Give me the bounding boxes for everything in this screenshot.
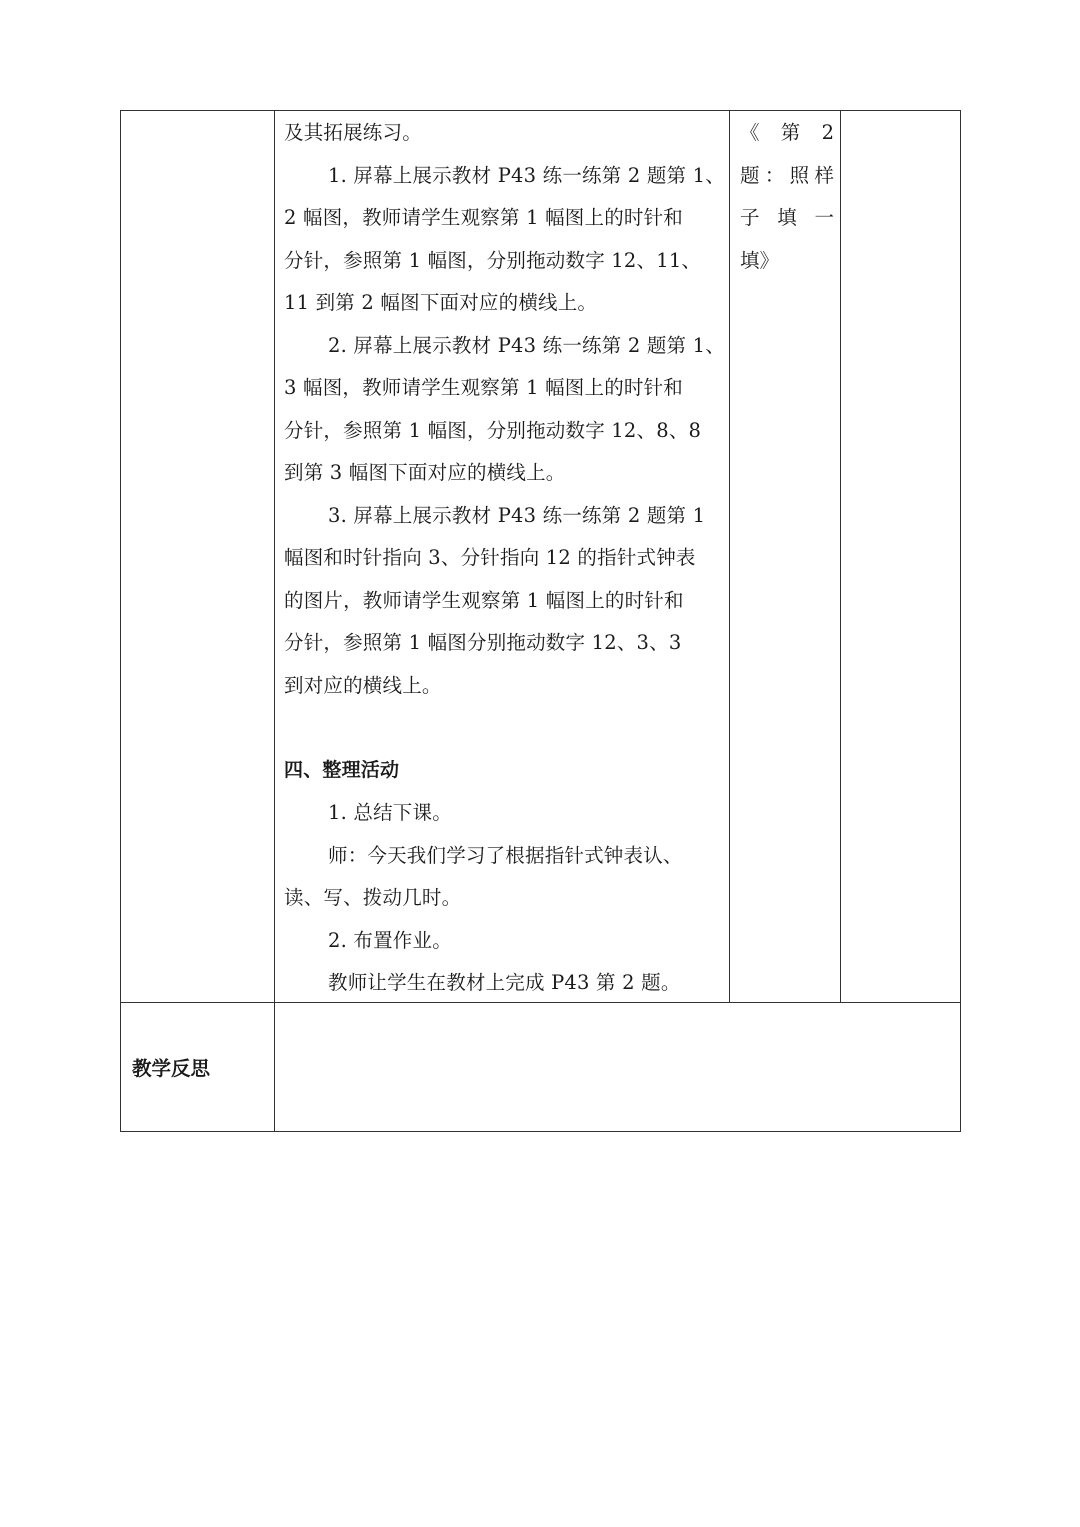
lesson-line: 2. 屏幕上展示教材 P43 练一练第 2 题第 1、 (328, 334, 725, 357)
lesson-line: 分针，参照第 1 幅图分别拖动数字 12、3、3 (284, 631, 682, 654)
summary-line: 教师让学生在教材上完成 P43 第 2 题。 (328, 971, 681, 994)
note-line: 填》 (740, 249, 780, 272)
reflection-table-row (120, 1002, 961, 1132)
lesson-line: 及其拓展练习。 (284, 121, 422, 144)
lesson-line: 3. 屏幕上展示教材 P43 练一练第 2 题第 1 (328, 504, 706, 527)
note-line: 子 填 一 (740, 206, 834, 229)
lesson-table-row (120, 110, 961, 1003)
lesson-line: 到第 3 幅图下面对应的横线上。 (284, 461, 566, 484)
lesson-line: 分针，参照第 1 幅图，分别拖动数字 12、8、8 (284, 419, 702, 442)
lesson-line: 到对应的横线上。 (284, 674, 442, 697)
summary-line: 2. 布置作业。 (328, 929, 452, 952)
note-line: 《 第 2 (740, 121, 834, 144)
lesson-line: 11 到第 2 幅图下面对应的横线上。 (284, 291, 598, 314)
lesson-line: 幅图和时针指向 3、分针指向 12 的指针式钟表 (284, 546, 696, 569)
summary-line: 师：今天我们学习了根据指针式钟表认、 (328, 844, 683, 867)
summary-line: 1. 总结下课。 (328, 801, 452, 824)
column-divider (840, 111, 841, 1002)
column-divider (274, 111, 275, 1002)
lesson-line: 1. 屏幕上展示教材 P43 练一练第 2 题第 1、 (328, 164, 725, 187)
reflection-label: 教学反思 (132, 1057, 211, 1080)
lesson-line: 2 幅图，教师请学生观察第 1 幅图上的时针和 (284, 206, 684, 229)
lesson-line: 3 幅图，教师请学生观察第 1 幅图上的时针和 (284, 376, 684, 399)
column-divider (274, 1003, 275, 1131)
note-line: 题：照样 (740, 164, 834, 187)
lesson-line: 的图片，教师请学生观察第 1 幅图上的时针和 (284, 589, 684, 612)
summary-line: 读、写、拨动几时。 (284, 886, 462, 909)
section-heading: 四、整理活动 (284, 759, 400, 781)
column-divider (729, 111, 730, 1002)
lesson-line: 分针，参照第 1 幅图，分别拖动数字 12、11、 (284, 249, 702, 272)
